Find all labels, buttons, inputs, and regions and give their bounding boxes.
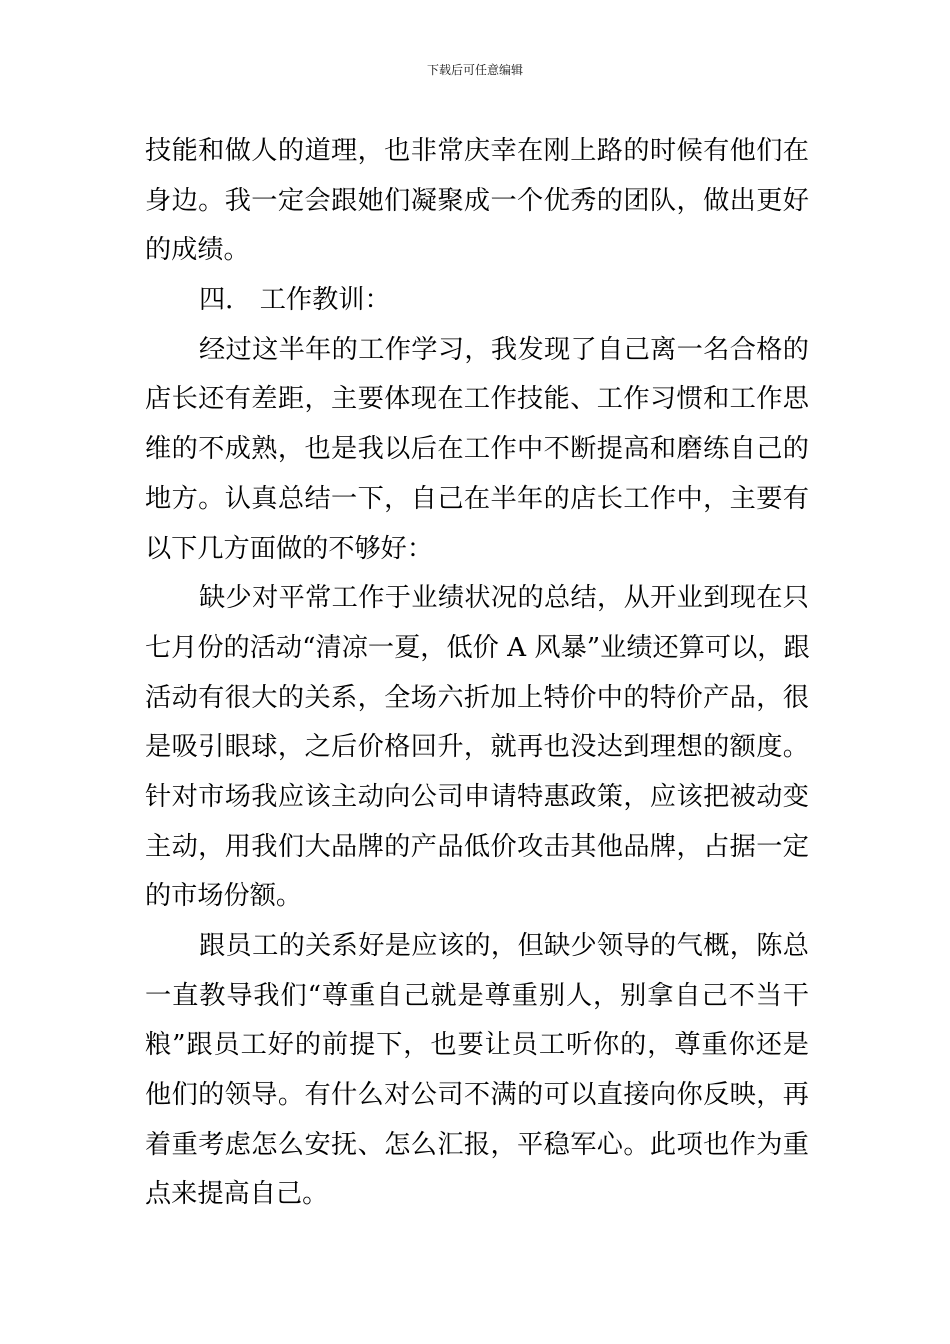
text-line: 七月份的活动“清凉一夏，低价 A 风暴”业绩还算可以，跟 xyxy=(145,632,810,663)
text-line: 粮”跟员工好的前提下，也要让员工听你的，尊重你还是 xyxy=(145,1030,809,1061)
text-line: 以下几方面做的不够好： xyxy=(145,533,434,564)
text-line: 一直教导我们“尊重自己就是尊重别人，别拿自己不当干 xyxy=(145,980,809,1011)
text-line: 点来提高自己。 xyxy=(145,1179,329,1210)
text-line: 维的不成熟，也是我以后在工作中不断提高和磨练自己的 xyxy=(145,434,809,465)
text-line: 活动有很大的关系，全场六折加上特价中的特价产品，很 xyxy=(145,682,809,713)
text-line: 身边。我一定会跟她们凝聚成一个优秀的团队，做出更好 xyxy=(145,185,809,216)
text-line: 技能和做人的道理，也非常庆幸在刚上路的时候有他们在 xyxy=(145,136,809,166)
document-body xyxy=(145,127,809,1220)
text-line: 四． 工作教训： xyxy=(199,285,391,316)
text-line: 店长还有差距，主要体现在工作技能、工作习惯和工作思 xyxy=(145,384,809,415)
text-line: 地方。认真总结一下，自己在半年的店长工作中，主要有 xyxy=(145,483,809,514)
text-line: 他们的领导。有什么对公司不满的可以直接向你反映，再 xyxy=(145,1080,809,1111)
text-line: 是吸引眼球，之后价格回升，就再也没达到理想的额度。 xyxy=(145,732,809,763)
text-line: 的市场份额。 xyxy=(145,881,303,912)
text-line: 跟员工的关系好是应该的，但缺少领导的气概，陈总 xyxy=(199,931,809,961)
text-line: 着重考虑怎么安抚、怎么汇报，平稳军心。此项也作为重 xyxy=(145,1129,809,1160)
page-header: 下载后可任意编辑 xyxy=(426,63,523,77)
text-line: 主动，用我们大品牌的产品低价攻击其他品牌，占据一定 xyxy=(145,831,809,862)
text-line: 经过这半年的工作学习，我发现了自己离一名合格的 xyxy=(199,334,809,365)
text-line: 的成绩。 xyxy=(145,235,250,266)
text-line: 缺少对平常工作于业绩状况的总结，从开业到现在只 xyxy=(199,583,809,614)
text-line: 针对市场我应该主动向公司申请特惠政策，应该把被动变 xyxy=(145,781,809,812)
